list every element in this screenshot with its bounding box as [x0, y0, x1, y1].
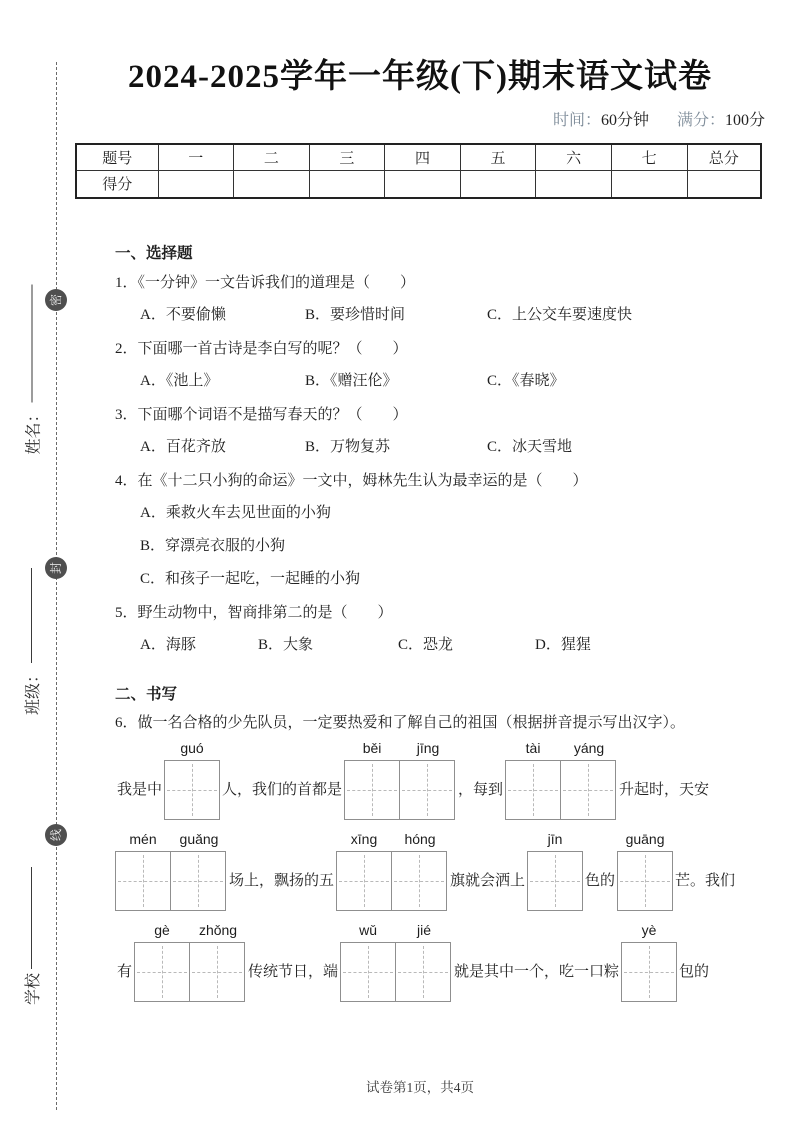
full-score-value: 100分 — [724, 111, 765, 129]
pinyin-label: guǎng — [179, 830, 219, 847]
box-row — [336, 851, 448, 911]
answer-writing-box[interactable] — [344, 760, 400, 820]
question-1-option-a: A．不要偷懒 — [140, 306, 226, 323]
answer-writing-box[interactable] — [621, 942, 677, 1002]
question-2-options — [115, 370, 765, 392]
answer-writing-box[interactable] — [115, 851, 171, 911]
pinyin-row — [115, 831, 227, 851]
writing-text-segment: 就是其中一个，吃一口粽 — [454, 963, 620, 980]
section-heading-writing: 二、书写 — [115, 685, 178, 703]
score-table-header-cell: 题号 — [76, 144, 158, 171]
writing-text-segment: 传统节日，端 — [248, 963, 339, 980]
time-value: 60分钟 — [600, 111, 649, 129]
answer-writing-box[interactable] — [505, 760, 561, 820]
student-class-blank[interactable] — [31, 568, 32, 663]
score-table-score-row — [76, 171, 761, 198]
seal-stamp-feng — [45, 557, 67, 579]
question-2-option-b: B．《赠汪伦》 — [305, 372, 398, 389]
answer-box-group — [621, 922, 677, 1002]
question-2-option-a: A．《池上》 — [140, 372, 219, 389]
writing-text-segment: 场上，飘扬的五 — [229, 872, 335, 889]
pinyin-label: tài — [525, 739, 541, 756]
score-input-cell[interactable] — [158, 171, 234, 198]
writing-text-segment: 包的 — [679, 963, 710, 980]
time-label: 时间： — [552, 111, 601, 129]
answer-writing-box[interactable] — [617, 851, 673, 911]
seal-stamp-mi — [45, 289, 67, 311]
pinyin-label: běi — [362, 739, 382, 756]
writing-row-2 — [115, 831, 765, 911]
writing-text-segment: ，每到 — [458, 781, 504, 798]
score-table-header-cell: 四 — [385, 144, 461, 171]
question-5-option-d: D．猩猩 — [535, 636, 591, 653]
answer-writing-box[interactable] — [189, 942, 245, 1002]
full-score-info — [677, 107, 765, 130]
box-row — [527, 851, 583, 911]
student-school-label: 学校 — [24, 972, 42, 1005]
student-name-blank[interactable] — [31, 284, 32, 402]
writing-text-segment: 我是中 — [117, 781, 163, 798]
pinyin-label: yè — [641, 921, 657, 938]
answer-box-group — [527, 831, 583, 911]
box-row — [505, 760, 617, 820]
question-5-option-a: A．海豚 — [140, 636, 196, 653]
answer-writing-box[interactable] — [134, 942, 190, 1002]
writing-text-segment: 色的 — [585, 872, 616, 889]
box-row — [617, 851, 673, 911]
question-1-option-c: C．上公交车要速度快 — [487, 306, 633, 323]
question-5-option-b: B．大象 — [258, 636, 314, 653]
seal-dashed-line — [56, 62, 57, 1110]
score-input-cell[interactable] — [234, 171, 310, 198]
pinyin-row — [621, 922, 677, 942]
answer-writing-box[interactable] — [560, 760, 616, 820]
section-heading-choice: 一、选择题 — [115, 244, 193, 262]
answer-writing-box[interactable] — [391, 851, 447, 911]
student-school-field[interactable] — [20, 833, 42, 1005]
answer-box-group — [134, 922, 246, 1002]
pinyin-row — [134, 922, 246, 942]
score-input-cell[interactable] — [687, 171, 761, 198]
pinyin-label: guāng — [625, 830, 665, 847]
score-table-header-cell: 二 — [234, 144, 310, 171]
box-row — [621, 942, 677, 1002]
writing-row-1 — [115, 740, 765, 820]
answer-box-group — [505, 740, 617, 820]
box-row — [344, 760, 456, 820]
score-input-cell[interactable] — [536, 171, 612, 198]
writing-row-3 — [115, 922, 765, 1002]
question-4-text: 4．在《十二只小狗的命运》一文中，姆林先生认为最幸运的是（ ） — [115, 472, 588, 489]
question-5-text: 5．野生动物中，智商排第二的是（ ） — [115, 604, 393, 621]
pinyin-label: zhǒng — [198, 921, 238, 938]
score-table-header-row — [76, 144, 761, 171]
student-name-label: 姓名： — [25, 406, 42, 455]
pinyin-label: guó — [180, 739, 204, 756]
writing-text-segment: 有 — [117, 963, 133, 980]
student-name-field[interactable] — [21, 270, 43, 455]
question-1-option-b: B．要珍惜时间 — [305, 306, 406, 323]
pinyin-row — [336, 831, 448, 851]
score-input-cell[interactable] — [460, 171, 536, 198]
score-table — [75, 143, 762, 199]
question-3-text: 3．下面哪个词语不是描写春天的？（ ） — [115, 406, 408, 423]
answer-writing-box[interactable] — [170, 851, 226, 911]
score-input-cell[interactable] — [309, 171, 385, 198]
score-table-header-cell: 六 — [536, 144, 612, 171]
writing-text-segment: 芒。我们 — [675, 872, 736, 889]
answer-box-group — [336, 831, 448, 911]
pinyin-label: jié — [417, 921, 432, 938]
question-4-option-c: C．和孩子一起吃，一起睡的小狗 — [140, 570, 361, 587]
writing-rows — [115, 740, 765, 1002]
question-4-option-b: B．穿漂亮衣服的小狗 — [140, 537, 286, 554]
choice-questions — [115, 272, 765, 656]
question-3-option-a: A．百花齐放 — [140, 438, 226, 455]
seal-stamp-mi-char: 密 — [48, 293, 63, 307]
pinyin-row — [340, 922, 452, 942]
question-block — [115, 404, 765, 458]
question-3-option-c: C．冰天雪地 — [487, 438, 573, 455]
full-score-label: 满分： — [676, 111, 725, 129]
answer-writing-box[interactable] — [527, 851, 583, 911]
answer-writing-box[interactable] — [336, 851, 392, 911]
question-1-options — [115, 304, 765, 326]
student-class-field[interactable] — [20, 545, 42, 715]
question-5-option-c: C．恐龙 — [398, 636, 454, 653]
answer-box-group — [344, 740, 456, 820]
question-block — [115, 602, 765, 656]
question-5-options — [115, 634, 765, 656]
score-table-header-cell: 总分 — [687, 144, 761, 171]
question-1-text: 1．《一分钟》一文告诉我们的道理是（ ） — [115, 274, 416, 291]
pinyin-row — [527, 831, 583, 851]
pinyin-label: gè — [154, 921, 170, 938]
writing-text-segment: 旗就会洒上 — [450, 872, 526, 889]
answer-box-group — [115, 831, 227, 911]
writing-text-segment: 升起时，天安 — [619, 781, 710, 798]
pinyin-label: jīn — [547, 830, 563, 847]
pinyin-row — [505, 740, 617, 760]
seal-stamp-xian — [45, 824, 67, 846]
answer-box-group — [164, 740, 220, 820]
exam-meta — [75, 107, 765, 130]
box-row — [115, 851, 227, 911]
score-table-header-cell: 三 — [309, 144, 385, 171]
pinyin-label: xīng — [350, 830, 378, 847]
student-school-blank[interactable] — [31, 867, 32, 969]
question-2-option-c: C．《春晓》 — [487, 372, 565, 389]
pinyin-label: mén — [129, 830, 157, 847]
box-row — [134, 942, 246, 1002]
question-3-options — [115, 436, 765, 458]
score-table-header-cell: 七 — [611, 144, 687, 171]
answer-writing-box[interactable] — [164, 760, 220, 820]
time-info — [553, 107, 649, 130]
answer-writing-box[interactable] — [340, 942, 396, 1002]
question-block — [115, 470, 765, 590]
question-4-options — [115, 502, 765, 590]
answer-box-group — [617, 831, 673, 911]
question-2-text: 2．下面哪一首古诗是李白写的呢？（ ） — [115, 340, 408, 357]
pinyin-label: yáng — [573, 739, 605, 756]
pinyin-label: wǔ — [359, 921, 377, 938]
box-row — [164, 760, 220, 820]
score-row-label: 得分 — [76, 171, 158, 198]
score-input-cell[interactable] — [611, 171, 687, 198]
score-table-header-cell: 五 — [460, 144, 536, 171]
writing-intro: 6．做一名合格的少先队员，一定要热爱和了解自己的祖国（根据拼音提示写出汉字）。 — [115, 714, 686, 731]
pinyin-row — [617, 831, 673, 851]
score-input-cell[interactable] — [385, 171, 461, 198]
score-table-header-cell: 一 — [158, 144, 234, 171]
seal-stamp-feng-char: 封 — [48, 561, 63, 575]
seal-stamp-xian-char: 线 — [48, 828, 63, 842]
pinyin-row — [344, 740, 456, 760]
answer-writing-box[interactable] — [395, 942, 451, 1002]
answer-box-group — [340, 922, 452, 1002]
pinyin-label: jīng — [416, 739, 440, 756]
question-block — [115, 338, 765, 392]
main-content — [75, 55, 765, 1013]
page-title: 2024-2025学年一年级(下)期末语文试卷 — [128, 59, 712, 95]
question-3-option-b: B．万物复苏 — [305, 438, 391, 455]
answer-writing-box[interactable] — [399, 760, 455, 820]
pinyin-label: hóng — [404, 830, 436, 847]
writing-text-segment: 人，我们的首都是 — [222, 781, 343, 798]
box-row — [340, 942, 452, 1002]
student-class-label: 班级： — [24, 666, 42, 715]
question-block — [115, 272, 765, 326]
question-4-option-a: A．乘救火车去见世面的小狗 — [140, 504, 331, 521]
page-footer: 试卷第1页，共4页 — [366, 1080, 474, 1095]
pinyin-row — [164, 740, 220, 760]
